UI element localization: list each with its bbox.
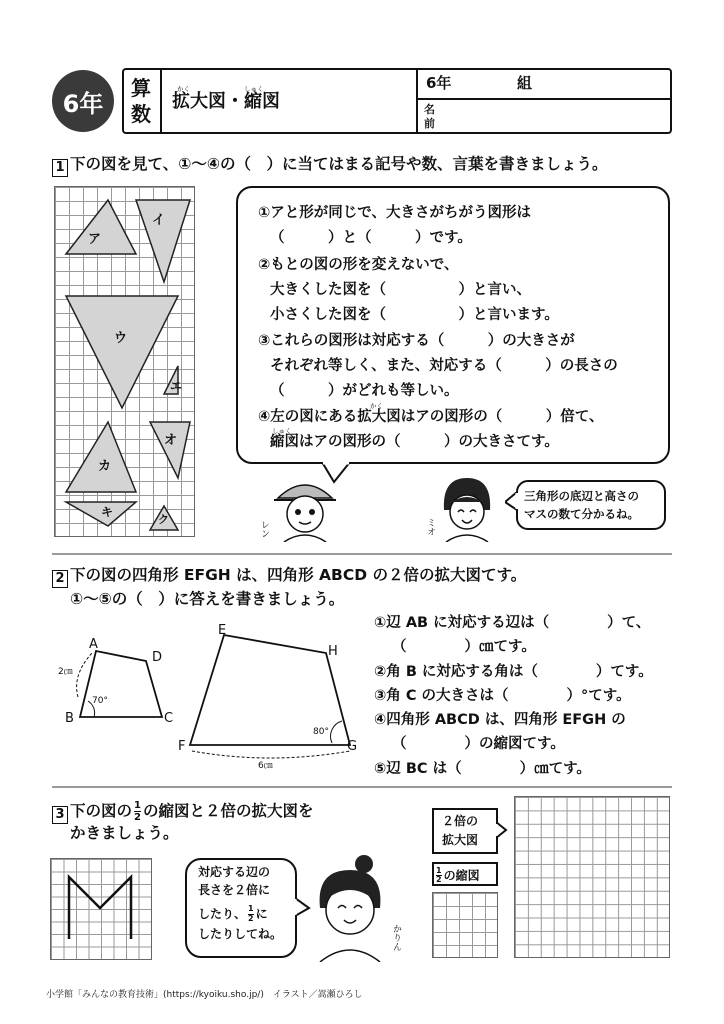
- worksheet-title: 拡大図・縮図: [172, 91, 280, 112]
- q2-number: 2: [52, 570, 68, 588]
- q3-tip-line-3: [198, 905, 268, 924]
- q3-enlarged-grid[interactable]: [514, 796, 670, 958]
- q3-reduced-grid[interactable]: [432, 892, 498, 958]
- q1-instruction-text: 下の図を見て、①～④の（ ）に当てはまる記号や数、言葉を書きましょう。: [70, 155, 608, 173]
- q3-frac-num: 1: [134, 800, 141, 811]
- q3-tip-line-3a: したり、: [198, 906, 247, 921]
- shape-label-a: ア: [88, 232, 102, 247]
- char-ren-name: レン: [259, 520, 269, 538]
- class-grade-label: 6年: [426, 74, 452, 92]
- label-reduced-frac-den: 2: [436, 875, 442, 885]
- shape-label-ka: オ: [164, 433, 178, 448]
- q2-instruction-1: [52, 568, 526, 588]
- ruby-kaku: かく: [177, 85, 190, 93]
- shape-label-o: カ: [98, 459, 112, 474]
- class-kumi-label: 組: [517, 74, 533, 92]
- q2-instruction-2: ①～⑤の（ ）に答えを書きましょう。: [70, 590, 345, 608]
- q3-tip-frac-den: 2: [248, 913, 254, 923]
- q2-line-4: ③角 C の大きさは（ ）°てす。: [374, 688, 631, 704]
- char-mio: [432, 470, 502, 542]
- q2-line-3: ②角 B に対応する角は（ ）てす。: [374, 664, 653, 680]
- label-reduced: [436, 867, 480, 885]
- label-side-ab: 2㎝: [58, 667, 73, 677]
- q3-instruction-2: かきましょう。: [70, 824, 179, 842]
- label-a: A: [89, 637, 98, 652]
- label-enlarged-2: 拡大図: [442, 833, 479, 847]
- q1-shapes: [54, 186, 195, 537]
- char-karin: [306, 852, 392, 962]
- q1-line-1: ①アと形が同じで、大きさがちがう図形は: [258, 205, 531, 221]
- q1-line-9: ④左の図にある拡大図はアの図形の（ ）倍て、: [258, 409, 604, 425]
- q1-line-4: 大きくした図を（ ）と言い、: [270, 282, 531, 298]
- q3-original-shape: [50, 858, 152, 960]
- divider-1: [52, 553, 672, 555]
- q3-number: 3: [52, 806, 68, 824]
- ruby-shuku: しゅく: [244, 85, 264, 93]
- label-side-fg: 6㎝: [258, 761, 273, 771]
- char-ren: [270, 470, 340, 542]
- shape-ka: [150, 422, 190, 478]
- q1-line-10: 縮図はアの図形の（ ）の大きさてす。: [270, 434, 559, 450]
- q2-line-5: ④四角形 ABCD は、四角形 EFGH の: [374, 712, 626, 728]
- q3-tip-line-4: したりしてね。: [198, 927, 283, 941]
- q1-line-3: ②もとの図の形を変えないで、: [258, 257, 459, 273]
- hint-text: 三角形の底辺と高さの マスの数て分かるね。: [524, 489, 639, 521]
- q2-instruction-1-text: 下の図の四角形 EFGH は、四角形 ABCD の２倍の拡大図てす。: [70, 566, 527, 584]
- shape-label-e: エ: [170, 379, 183, 393]
- q3-tip-frac-num: 1: [248, 904, 254, 913]
- q2-line-2: （ ）㎝てす。: [392, 639, 536, 655]
- label-f: F: [178, 739, 186, 754]
- q3-tip-line-3b: に: [255, 906, 268, 921]
- label-e: E: [218, 623, 227, 638]
- label-reduced-text: の縮図: [443, 868, 480, 883]
- shape-o: [66, 422, 136, 492]
- label-c: C: [164, 711, 174, 726]
- char-karin-name: かりん: [391, 924, 401, 951]
- subject-line1: 算: [131, 76, 151, 100]
- q1-line-7: それぞれ等しく、また、対応する（ ）の長さの: [270, 358, 618, 374]
- label-enlarged-arrow: [496, 822, 508, 838]
- label-g: G: [347, 739, 358, 754]
- name-label-2: 前: [424, 117, 435, 130]
- shape-label-ku: ク: [158, 513, 169, 526]
- label-h: H: [328, 644, 338, 659]
- q1-line-5: 小さくした図を（ ）と言います。: [270, 307, 559, 323]
- grade-badge-text: 6年: [62, 89, 104, 118]
- name-label-1: 名: [424, 103, 435, 116]
- q2-line-1: ①辺 AB に対応する辺は（ ）て、: [374, 615, 651, 631]
- quad-abcd: [80, 651, 162, 717]
- q3-instruction-1: [52, 800, 314, 824]
- label-angle-g: 80°: [313, 727, 329, 737]
- label-reduced-frac-num: 1: [436, 866, 442, 875]
- label-b: B: [65, 711, 74, 726]
- grade-badge: [52, 70, 114, 132]
- shape-label-ki: キ: [101, 505, 114, 519]
- shape-label-i: イ: [152, 213, 166, 228]
- q1-line-8: （ ）がどれも等しい。: [270, 383, 459, 399]
- label-angle-b: 70°: [92, 696, 108, 706]
- footer-credit: 小学館「みんなの教育技術」(https://kyoiku.sho.jp/) イラスト／嵩瀬ひろし: [46, 990, 363, 1000]
- label-d: D: [152, 650, 163, 665]
- char-mio-name: ミオ: [425, 518, 435, 536]
- q3-tip-line-2: 長さを２倍に: [198, 883, 271, 897]
- q1-ruby-kaku: かく: [370, 402, 383, 410]
- q1-ruby-shuku: しゅく: [272, 427, 292, 435]
- divider-2: [52, 786, 672, 788]
- q2-line-6: （ ）の縮図てす。: [392, 736, 565, 752]
- q2-line-7: ⑤辺 BC は（ ）㎝てす。: [374, 761, 591, 777]
- q3-frac-den: 2: [134, 812, 141, 823]
- q1-line-2: （ ）と（ ）です。: [270, 230, 472, 246]
- name-input-area[interactable]: [448, 100, 668, 132]
- shape-label-u: ウ: [114, 331, 128, 346]
- shape-u: [66, 296, 178, 408]
- label-enlarged-1: ２倍の: [442, 814, 479, 828]
- q3-tip-line-1: 対応する辺の: [198, 865, 271, 879]
- q3-instruction-1a: 下の図の: [70, 802, 133, 820]
- q1-line-6: ③これらの図形は対応する（ ）の大きさが: [258, 333, 575, 349]
- subject-line2: 数: [131, 102, 151, 126]
- q3-instruction-1b: の縮図と２倍の拡大図を: [142, 802, 314, 820]
- q1-number: 1: [52, 159, 68, 177]
- q1-instruction: [52, 157, 607, 177]
- hint-bubble-tail: [505, 492, 519, 512]
